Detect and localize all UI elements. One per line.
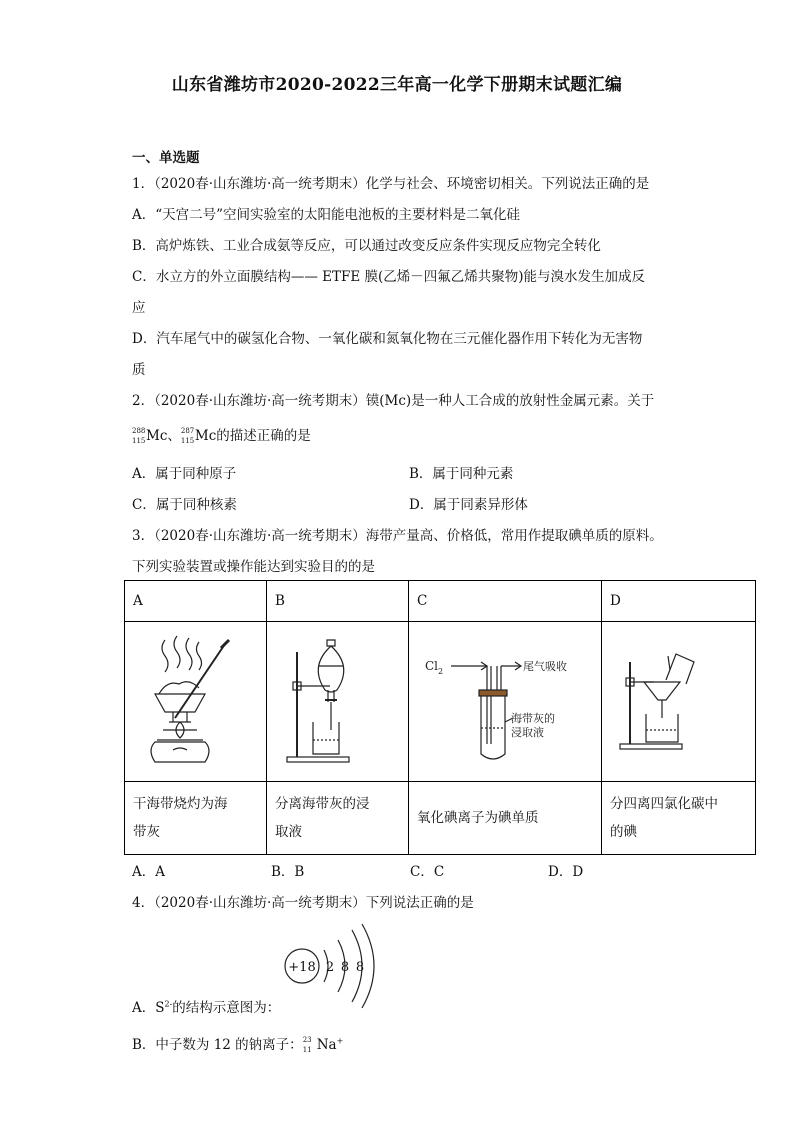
isotope-notation: 287 115 (180, 426, 195, 445)
q2-option-d: D．属于同素异形体 (409, 497, 528, 513)
isotope-notation: 23 11 (302, 1035, 312, 1054)
q2-option-b: B．属于同种元素 (409, 466, 514, 482)
atomic-structure-diagram (280, 920, 390, 1015)
q2-isotopes: 288 115 Mc、 287 115 Mc的描述正确的是 (132, 426, 311, 445)
cl2-subscript: 2 (438, 667, 444, 676)
q1-option-a: A．“天宫二号”空间实验室的太阳能电池板的主要材料是二氧化硅 (132, 207, 521, 223)
q3-answer-d: D．D (548, 864, 584, 880)
q2-option-c: C．属于同种核素 (132, 497, 237, 513)
shell-electrons-2: 8 (340, 960, 350, 975)
filtration-diagram (610, 622, 747, 777)
apparatus-c-cell (409, 622, 602, 782)
q1-option-d-cont: 质 (132, 362, 146, 378)
table-header-a: A (125, 581, 267, 622)
q2-option-a: A．属于同种原子 (132, 466, 237, 482)
table-header-b: B (267, 581, 409, 622)
isotope-notation: 288 115 (132, 426, 146, 445)
liquid-label-2: 浸取液 (511, 726, 544, 739)
document-title: 山东省潍坊市2020-2022三年高一化学下册期末试题汇编 (171, 75, 623, 95)
apparatus-d-cell (602, 622, 756, 782)
tail-gas-label: 尾气吸收 (523, 660, 567, 673)
q1-option-b: B．高炉炼铁、工业合成氨等反应，可以通过改变反应条件实现反应物完全转化 (132, 238, 601, 254)
q1-option-c-cont: 应 (132, 300, 146, 316)
q1-stem: 1．（2020春·山东潍坊·高一统考期末）化学与社会、环境密切相关。下列说法正确的是 (132, 176, 650, 192)
q3-answer-b: B．B (271, 864, 305, 880)
q4-option-a: A．$S^{2-}$的结构示意图为： (132, 999, 281, 1016)
q4-option-b: B．中子数为 12 的钠离子： 23 11 Na+ (132, 1035, 344, 1054)
apparatus-b-cell (267, 622, 409, 782)
desc-c: 氧化碘离子为碘单质 (409, 782, 602, 855)
nucleus-charge: +18 (288, 960, 316, 975)
chlorine-oxidation-diagram (417, 622, 593, 777)
liquid-label-1: 海带灰的 (511, 712, 555, 725)
apparatus-a-cell (125, 622, 267, 782)
q3-answer-a: A．A (132, 864, 165, 880)
q4-stem: 4．（2020春·山东潍坊·高一统考期末）下列说法正确的是 (132, 895, 474, 911)
q2-stem: 2．（2020春·山东潍坊·高一统考期末）镆(Mc)是一种人工合成的放射性金属元素。关于 (132, 393, 655, 409)
desc-a: 干海带烧灼为海 带灰 (125, 782, 267, 855)
section-heading: 一、单选题 (132, 150, 200, 166)
desc-d: 分四离四氯化碳中 的碘 (602, 782, 756, 855)
q3-answer-c: C．C (410, 864, 445, 880)
q3-stem-cont: 下列实验装置或操作能达到实验目的的是 (132, 559, 375, 575)
cl2-label: Cl (425, 659, 439, 673)
crucible-burning-diagram (133, 622, 258, 777)
q1-option-c: C．水立方的外立面膜结构—— ETFE 膜(乙烯－四氟乙烯共聚物)能与溴水发生加成反 (132, 269, 646, 285)
desc-b: 分离海带灰的浸 取液 (267, 782, 409, 855)
q1-option-d: D．汽车尾气中的碳氢化合物、一氧化碳和氮氧化物在三元催化器作用下转化为无害物 (132, 331, 643, 347)
shell-electrons-3: 8 (355, 960, 365, 975)
q3-stem: 3．（2020春·山东潍坊·高一统考期末）海带产量高、价格低，常用作提取碘单质的原料。 (132, 528, 663, 544)
table-header-c: C (409, 581, 602, 622)
table-header-d: D (602, 581, 756, 622)
shell-electrons-1: 2 (325, 960, 335, 975)
separatory-funnel-diagram (275, 622, 400, 777)
q3-apparatus-table (124, 580, 756, 855)
